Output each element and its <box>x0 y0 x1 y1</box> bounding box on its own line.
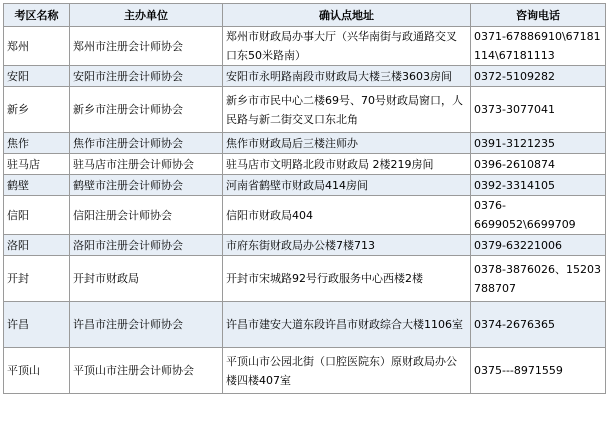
cell-district: 开封 <box>4 256 70 302</box>
cell-organizer: 开封市财政局 <box>70 256 223 302</box>
header-district: 考区名称 <box>4 4 70 27</box>
cell-phone: 0379-63221006 <box>471 235 606 256</box>
cell-organizer: 驻马店市注册会计师协会 <box>70 154 223 175</box>
table-header-row <box>4 4 606 27</box>
cell-phone: 0373-3077041 <box>471 87 606 133</box>
header-phone: 咨询电话 <box>471 4 606 27</box>
cell-address: 市府东街财政局办公楼7楼713 <box>223 235 471 256</box>
cell-phone: 0391-3121235 <box>471 133 606 154</box>
cell-organizer: 平顶山市注册会计师协会 <box>70 348 223 394</box>
cell-district: 许昌 <box>4 302 70 348</box>
cell-organizer: 焦作市注册会计师协会 <box>70 133 223 154</box>
table-row <box>4 27 606 66</box>
cell-address: 驻马店市文明路北段市财政局 2楼219房间 <box>223 154 471 175</box>
cell-phone: 0378-3876026、15203788707 <box>471 256 606 302</box>
cell-organizer: 新乡市注册会计师协会 <box>70 87 223 133</box>
table-row <box>4 348 606 394</box>
cell-address: 河南省鹤壁市财政局414房间 <box>223 175 471 196</box>
cell-organizer: 郑州市注册会计师协会 <box>70 27 223 66</box>
cell-district: 鹤壁 <box>4 175 70 196</box>
cell-phone: 0371-67886910\67181114\67181113 <box>471 27 606 66</box>
cell-phone: 0376-6699052\6699709 <box>471 196 606 235</box>
cell-organizer: 信阳注册会计师协会 <box>70 196 223 235</box>
header-address: 确认点地址 <box>223 4 471 27</box>
cell-district: 焦作 <box>4 133 70 154</box>
cell-address: 许昌市建安大道东段许昌市财政综合大楼1106室 <box>223 302 471 348</box>
cell-address: 郑州市财政局办事大厅（兴华南街与政通路交叉口东50米路南） <box>223 27 471 66</box>
cell-organizer: 许昌市注册会计师协会 <box>70 302 223 348</box>
cell-phone: 0375---8971559 <box>471 348 606 394</box>
cell-organizer: 洛阳市注册会计师协会 <box>70 235 223 256</box>
cell-district: 郑州 <box>4 27 70 66</box>
exam-site-table <box>3 3 606 394</box>
cell-district: 安阳 <box>4 66 70 87</box>
table-row <box>4 66 606 87</box>
table-row <box>4 196 606 235</box>
table-row <box>4 256 606 302</box>
table-row <box>4 133 606 154</box>
cell-address: 安阳市永明路南段市财政局大楼三楼3603房间 <box>223 66 471 87</box>
cell-district: 洛阳 <box>4 235 70 256</box>
cell-phone: 0374-2676365 <box>471 302 606 348</box>
cell-address: 开封市宋城路92号行政服务中心西楼2楼 <box>223 256 471 302</box>
cell-district: 信阳 <box>4 196 70 235</box>
cell-phone: 0372-5109282 <box>471 66 606 87</box>
cell-phone: 0396-2610874 <box>471 154 606 175</box>
table-row <box>4 87 606 133</box>
cell-address: 平顶山市公园北街（口腔医院东）原财政局办公楼四楼407室 <box>223 348 471 394</box>
cell-address: 新乡市市民中心二楼69号、70号财政局窗口，人民路与新二街交叉口东北角 <box>223 87 471 133</box>
cell-organizer: 安阳市注册会计师协会 <box>70 66 223 87</box>
header-organizer: 主办单位 <box>70 4 223 27</box>
cell-address: 焦作市财政局后三楼注师办 <box>223 133 471 154</box>
table-row <box>4 302 606 348</box>
cell-organizer: 鹤壁市注册会计师协会 <box>70 175 223 196</box>
cell-district: 驻马店 <box>4 154 70 175</box>
cell-district: 新乡 <box>4 87 70 133</box>
cell-phone: 0392-3314105 <box>471 175 606 196</box>
table-row <box>4 175 606 196</box>
table-row <box>4 154 606 175</box>
cell-address: 信阳市财政局404 <box>223 196 471 235</box>
table-row <box>4 235 606 256</box>
cell-district: 平顶山 <box>4 348 70 394</box>
